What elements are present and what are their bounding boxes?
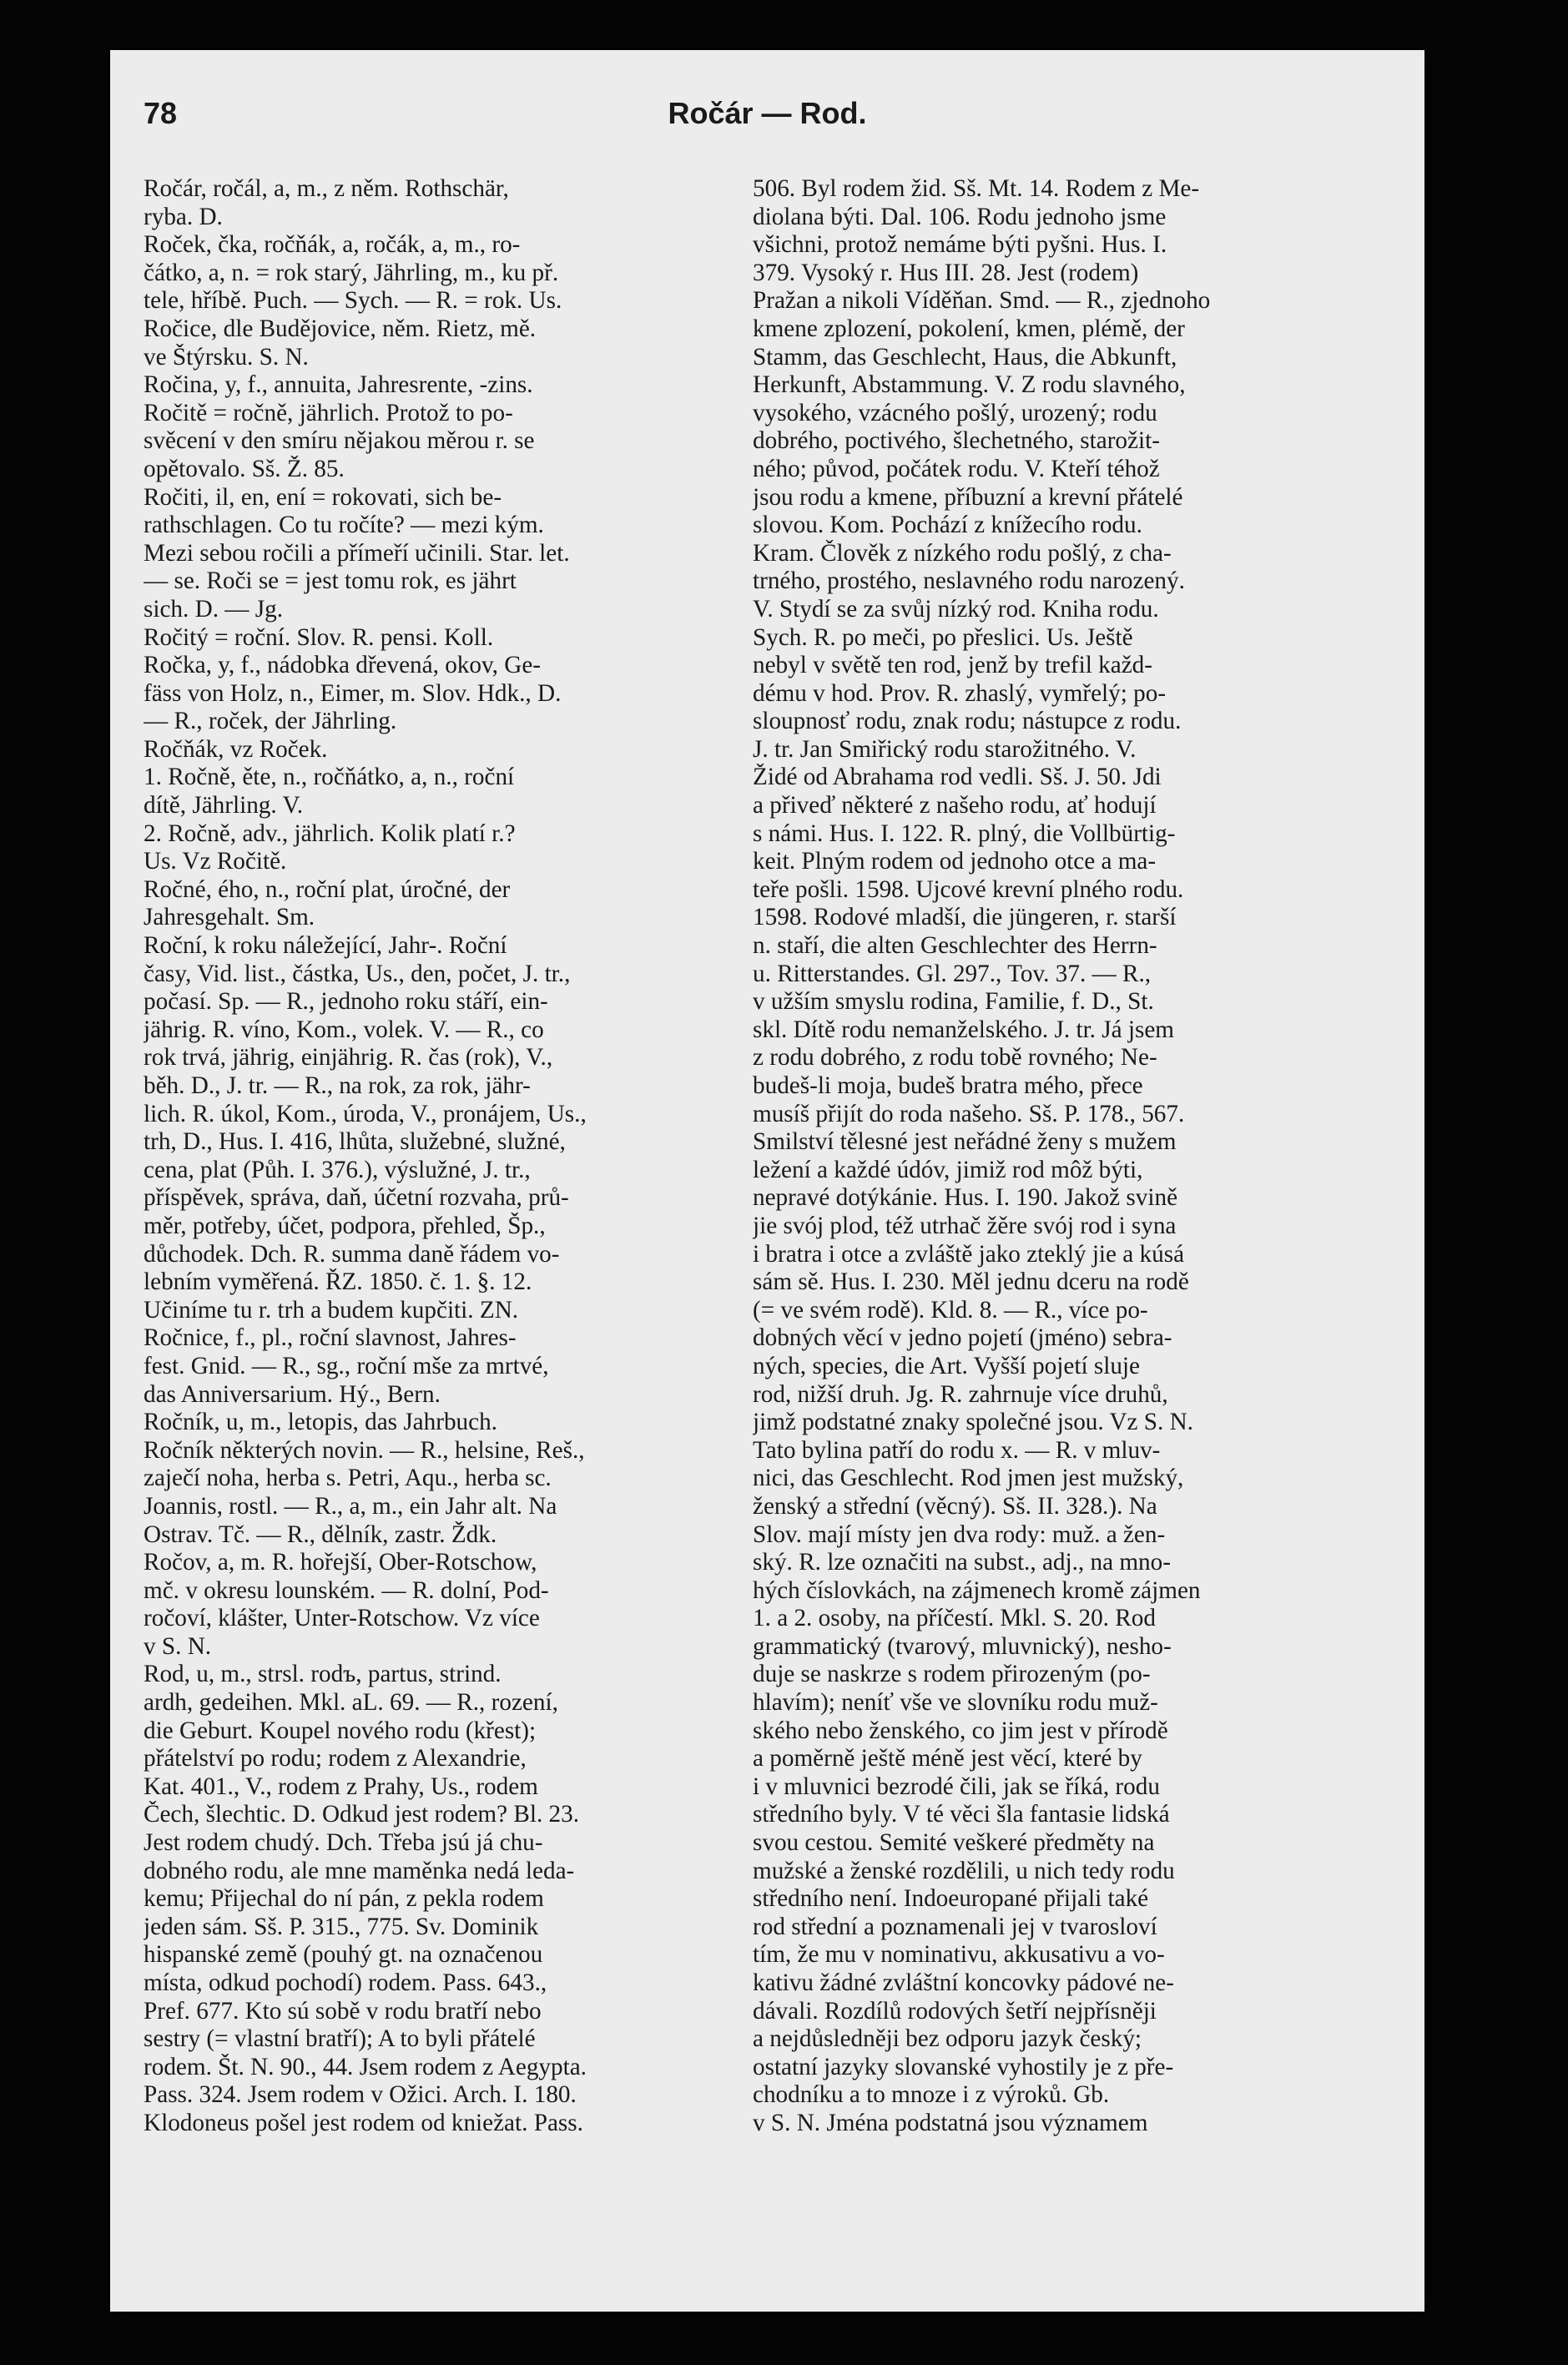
- text-line: běh. D., J. tr. — R., na rok, za rok, jähr-: [144, 1072, 531, 1099]
- text-line: ženský a střední (věcný). Sš. II. 328.). Na: [753, 1492, 1157, 1520]
- text-line: čátko, a, n. = rok starý, Jährling, m., ku př.: [144, 259, 559, 286]
- text-line: Roční, k roku náležející, Jahr-. Roční: [144, 932, 507, 960]
- text-line: slovou. Kom. Pochází z knížecího rodu.: [753, 512, 1142, 539]
- text-line: v užším smyslu rodina, Familie, f. D., St.: [753, 988, 1154, 1016]
- text-line: 2. Ročně, adv., jährlich. Kolik platí r.?: [144, 819, 516, 847]
- text-line: v S. N.: [144, 1632, 212, 1660]
- text-line: lebním vyměřená. ŘZ. 1850. č. 1. §. 12.: [144, 1268, 532, 1296]
- text-line: Čech, šlechtic. D. Odkud jest rodem? Bl. 23.: [144, 1801, 580, 1828]
- text-line: ský. R. lze označiti na subst., adj., na mno-: [753, 1549, 1171, 1576]
- text-line: lich. R. úkol, Kom., úroda, V., pronájem, Us.,: [144, 1100, 587, 1127]
- text-line: i v mluvnici bezrodé čili, jak se říká, rodu: [753, 1772, 1160, 1800]
- text-line: nebyl v světě ten rod, jenž by trefil každ-: [753, 652, 1152, 679]
- dictionary-page: [110, 50, 1424, 2312]
- text-line: 1598. Rodové mladší, die jüngeren, r. starší: [753, 904, 1177, 931]
- text-line: dávali. Rozdílů rodových šetří nejpřísněji: [753, 1997, 1157, 2025]
- text-line: grammatický (tvarový, mluvnický), nesho-: [753, 1632, 1172, 1660]
- text-line: Ročka, y, f., nádobka dřevená, okov, Ge-: [144, 652, 542, 679]
- text-line: středního není. Indoeuropané přijali také: [753, 1885, 1149, 1913]
- text-line: Herkunft, Abstammung. V. Z rodu slavného,: [753, 371, 1186, 399]
- text-line: Ročnice, f., pl., roční slavnost, Jahres-: [144, 1324, 517, 1352]
- text-line: Ročník některých novin. — R., helsine, Reš.,: [144, 1436, 585, 1464]
- text-line: Sych. R. po meči, po přeslici. Us. Ještě: [753, 623, 1133, 651]
- page-number: 78: [144, 96, 178, 130]
- text-line: n. staří, die alten Geschlechter des Herrn-: [753, 932, 1157, 960]
- text-line: Rod, u, m., strsl. rodъ, partus, strind.: [144, 1661, 502, 1688]
- text-line: diolana býti. Dal. 106. Rodu jednoho jsme: [753, 203, 1167, 230]
- text-line: — se. Roči se = jest tomu rok, es jährt: [144, 567, 517, 595]
- text-line: keit. Plným rodem od jednoho otce a ma-: [753, 848, 1157, 875]
- text-line: mužské a ženské rozdělili, u nich tedy rodu: [753, 1857, 1175, 1884]
- text-line: ostatní jazyky slovanské vyhostily je z pře-: [753, 2053, 1174, 2080]
- text-line: měr, potřeby, účet, podpora, přehled, Šp.,: [144, 1212, 546, 1239]
- text-line: s námi. Hus. I. 122. R. plný, die Vollbürtig-: [753, 819, 1176, 847]
- text-line: dobrého, poctivého, šlechetného, starožit-: [753, 427, 1160, 455]
- text-line: jährig. R. víno, Kom., volek. V. — R., co: [144, 1016, 544, 1043]
- text-line: sloupnosť rodu, znak rodu; nástupce z rodu.: [753, 708, 1182, 735]
- text-line: Jest rodem chudý. Dch. Třeba jsú já chu-: [144, 1829, 543, 1857]
- text-line: dobných věcí v jedno pojetí (jméno) sebra-: [753, 1324, 1172, 1352]
- text-line: Ročňák, vz Roček.: [144, 735, 328, 763]
- right-column: [753, 175, 1333, 2138]
- text-line: trh, D., Hus. I. 416, lhůta, služebné, služné,: [144, 1128, 566, 1156]
- text-line: teře pošli. 1598. Ujcové krevní plného rodu.: [753, 875, 1184, 903]
- text-line: jeden sám. Sš. P. 315., 775. Sv. Dominik: [144, 1913, 539, 1940]
- text-line: nici, das Geschlecht. Rod jmen jest mužský,: [753, 1465, 1184, 1492]
- text-line: Učiníme tu r. trh a budem kupčiti. ZN.: [144, 1296, 519, 1324]
- text-line: Us. Vz Ročitě.: [144, 848, 287, 875]
- text-line: 379. Vysoký r. Hus III. 28. Jest (rodem): [753, 259, 1139, 286]
- left-column: [144, 175, 723, 2138]
- text-line: Tato bylina patří do rodu x. — R. v mluv-: [753, 1436, 1161, 1464]
- text-line: rathschlagen. Co tu ročíte? — mezi kým.: [144, 512, 544, 539]
- text-line: Pass. 324. Jsem rodem v Ožici. Arch. I. 180.: [144, 2081, 577, 2109]
- text-line: nepravé dotýkánie. Hus. I. 190. Jakož svině: [753, 1184, 1178, 1212]
- text-line: die Geburt. Koupel nového rodu (křest);: [144, 1717, 537, 1744]
- text-line: kemu; Přijechal do ní pán, z pekla rodem: [144, 1885, 544, 1913]
- text-line: hispanské země (pouhý gt. na označenou: [144, 1941, 543, 1969]
- text-line: v S. N. Jména podstatná jsou významem: [753, 2109, 1148, 2136]
- text-line: V. Stydí se za svůj nízký rod. Kniha rodu.: [753, 595, 1159, 623]
- text-line: jsou rodu a kmene, příbuzní a krevní přátelé: [753, 483, 1183, 511]
- text-line: Klodoneus pošel jest rodem od kniežat. Pass.: [144, 2109, 583, 2136]
- text-line: budeš-li moja, budeš bratra mého, přece: [753, 1072, 1143, 1099]
- text-line: a přiveď některé z našeho rodu, ať hodují: [753, 792, 1157, 819]
- text-line: tele, hříbě. Puch. — Sych. — R. = rok. Us.: [144, 287, 562, 315]
- text-line: příspěvek, správa, daň, účetní rozvaha, prů-: [144, 1184, 569, 1212]
- text-line: fäss von Holz, n., Eimer, m. Slov. Hdk., D.: [144, 679, 562, 707]
- text-line: cena, plat (Půh. I. 376.), výslužné, J. tr.,: [144, 1156, 531, 1183]
- text-line: Ročné, ého, n., roční plat, úročné, der: [144, 875, 511, 903]
- running-head: Ročár — Rod.: [668, 96, 867, 130]
- text-line: počasí. Sp. — R., jednoho roku stáří, ein-: [144, 988, 548, 1016]
- text-line: fest. Gnid. — R., sg., roční mše za mrtvé,: [144, 1352, 549, 1379]
- text-line: ročoví, klášter, Unter-Rotschow. Vz více: [144, 1605, 540, 1632]
- text-line: Stamm, das Geschlecht, Haus, die Abkunft,: [753, 343, 1177, 371]
- text-line: svěcení v den smíru nějakou měrou r. se: [144, 427, 535, 455]
- text-line: — R., roček, der Jährling.: [144, 708, 397, 735]
- text-line: Kat. 401., V., rodem z Prahy, Us., rodem: [144, 1772, 538, 1800]
- text-line: 1. Ročně, ěte, n., ročňátko, a, n., roční: [144, 764, 515, 791]
- text-line: Ročník, u, m., letopis, das Jahrbuch.: [144, 1409, 497, 1436]
- text-line: dítě, Jährling. V.: [144, 792, 304, 819]
- text-line: a poměrně ještě méně jest věcí, které by: [753, 1745, 1142, 1772]
- text-line: 506. Byl rodem žid. Sš. Mt. 14. Rodem z Me-: [753, 175, 1200, 202]
- text-line: Mezi sebou ročili a přímeří učinili. Star. let.: [144, 539, 570, 567]
- text-line: duje se naskrze s rodem přirozeným (po-: [753, 1661, 1151, 1688]
- text-line: středního byly. V té věci šla fantasie lidská: [753, 1801, 1170, 1828]
- text-line: rok trvá, jährig, einjährig. R. čas (rok), V.,: [144, 1044, 553, 1072]
- text-line: důchodek. Dch. R. summa daně řádem vo-: [144, 1240, 560, 1268]
- text-line: Ročiti, il, en, ení = rokovati, sich be-: [144, 483, 502, 511]
- text-line: Kram. Člověk z nízkého rodu pošlý, z cha-: [753, 539, 1172, 567]
- text-line: hlavím); neníť vše ve slovníku rodu muž-: [753, 1689, 1158, 1717]
- text-line: i bratra i otce a zvláště jako zteklý jie a kúsá: [753, 1240, 1185, 1268]
- text-line: svou cestou. Semité veškeré předměty na: [753, 1829, 1155, 1857]
- text-line: ných, species, die Art. Vyšší pojetí sluje: [753, 1352, 1140, 1379]
- text-line: Ročina, y, f., annuita, Jahresrente, -zins.: [144, 371, 533, 399]
- text-line: ležení a každé údóv, jimiž rod môž býti,: [753, 1156, 1143, 1183]
- text-line: ardh, gedeihen. Mkl. aL. 69. — R., rození,: [144, 1689, 558, 1717]
- text-line: (= ve svém rodě). Kld. 8. — R., více po-: [753, 1296, 1148, 1324]
- text-line: Ostrav. Tč. — R., dělník, zastr. Ždk.: [144, 1520, 497, 1548]
- text-line: a nejdůsledněji bez odporu jazyk český;: [753, 2025, 1142, 2053]
- text-line: das Anniversarium. Hý., Bern.: [144, 1380, 441, 1408]
- text-line: Židé od Abrahama rod vedli. Sš. J. 50. Jdi: [753, 764, 1162, 791]
- text-line: sich. D. — Jg.: [144, 595, 284, 623]
- text-line: ného; původ, počátek rodu. V. Kteří téhož: [753, 455, 1160, 482]
- text-line: tím, že mu v nominativu, akkusativu a vo-: [753, 1941, 1165, 1969]
- text-line: Joannis, rostl. — R., a, m., ein Jahr alt. Na: [144, 1492, 557, 1520]
- text-line: Jahresgehalt. Sm.: [144, 904, 315, 931]
- text-line: všichni, protož nemáme býti pyšni. Hus. I.: [753, 231, 1167, 259]
- text-line: jie svój plod, též utrhač žěre svój rod i syna: [753, 1212, 1177, 1239]
- text-line: místa, odkud pochodí) rodem. Pass. 643.,: [144, 1969, 547, 1996]
- text-line: vysokého, vzácného pošlý, urozený; rodu: [753, 399, 1157, 426]
- text-line: sám sě. Hus. I. 230. Měl jednu dceru na rodě: [753, 1268, 1189, 1296]
- text-line: trného, prostého, neslavného rodu narozený.: [753, 567, 1185, 595]
- text-line: z rodu dobrého, z rodu tobě rovného; Ne-: [753, 1044, 1157, 1072]
- text-line: skl. Dítě rodu nemanželského. J. tr. Já jsem: [753, 1016, 1175, 1043]
- text-line: rod, nižší druh. Jg. R. zahrnuje více druhů,: [753, 1380, 1168, 1408]
- text-line: Pražan a nikoli Víděňan. Smd. — R., zjednoho: [753, 287, 1211, 315]
- text-line: jimž podstatné znaky společné jsou. Vz S. N.: [753, 1409, 1193, 1436]
- text-line: časy, Vid. list., částka, Us., den, počet, J. tr.,: [144, 960, 571, 987]
- text-line: kmene zplození, pokolení, kmen, plémě, der: [753, 315, 1185, 342]
- text-line: J. tr. Jan Smiřický rodu starožitného. V.: [753, 735, 1137, 763]
- text-line: zaječí noha, herba s. Petri, Aqu., herba sc.: [144, 1465, 552, 1492]
- text-line: mč. v okresu lounském. — R. dolní, Pod-: [144, 1576, 549, 1604]
- text-line: přátelství po rodu; rodem z Alexandrie,: [144, 1745, 527, 1772]
- page-header: [144, 96, 1391, 146]
- text-line: rod střední a poznamenali jej v tvarosloví: [753, 1913, 1157, 1940]
- text-line: Ročov, a, m. R. hořejší, Ober-Rotschow,: [144, 1549, 537, 1576]
- text-line: rodem. Št. N. 90., 44. Jsem rodem z Aegypta.: [144, 2053, 587, 2080]
- text-line: dobného rodu, ale mne maměnka nedá leda-: [144, 1857, 575, 1884]
- text-line: sestry (= vlastní bratří); A to byli přátelé: [144, 2025, 536, 2053]
- text-line: chodníku a to mnoze i z výroků. Gb.: [753, 2081, 1110, 2109]
- text-line: Pref. 677. Kto sú sobě v rodu bratří nebo: [144, 1997, 542, 2025]
- text-line: Ročitě = ročně, jährlich. Protož to po-: [144, 399, 513, 426]
- text-line: hých číslovkách, na zájmenech kromě zájmen: [753, 1576, 1201, 1604]
- text-line: Smilství tělesné jest neřádné ženy s mužem: [753, 1128, 1177, 1156]
- text-line: Slov. mají místy jen dva rody: muž. a žen-: [753, 1520, 1166, 1548]
- text-line: Roček, čka, ročňák, a, ročák, a, m., ro-: [144, 231, 521, 259]
- text-line: u. Ritterstandes. Gl. 297., Tov. 37. — R.,: [753, 960, 1152, 987]
- text-line: musíš přijít do roda našeho. Sš. P. 178., 567.: [753, 1100, 1185, 1127]
- text-line: ryba. D.: [144, 203, 223, 230]
- text-line: opětovalo. Sš. Ž. 85.: [144, 455, 345, 482]
- text-line: 1. a 2. osoby, na příčestí. Mkl. S. 20. Rod: [753, 1605, 1156, 1632]
- text-line: Ročice, dle Budějovice, něm. Rietz, mě.: [144, 315, 537, 342]
- text-line: Ročitý = roční. Slov. R. pensi. Koll.: [144, 623, 494, 651]
- text-line: dému v hod. Prov. R. zhaslý, vymřelý; po-: [753, 679, 1167, 707]
- text-line: ve Štýrsku. S. N.: [144, 343, 309, 371]
- text-line: ského nebo ženského, co jim jest v přírodě: [753, 1717, 1168, 1744]
- text-line: kativu žádné zvláštní koncovky pádové ne-: [753, 1969, 1174, 1996]
- text-line: Ročár, ročál, a, m., z něm. Rothschär,: [144, 175, 509, 202]
